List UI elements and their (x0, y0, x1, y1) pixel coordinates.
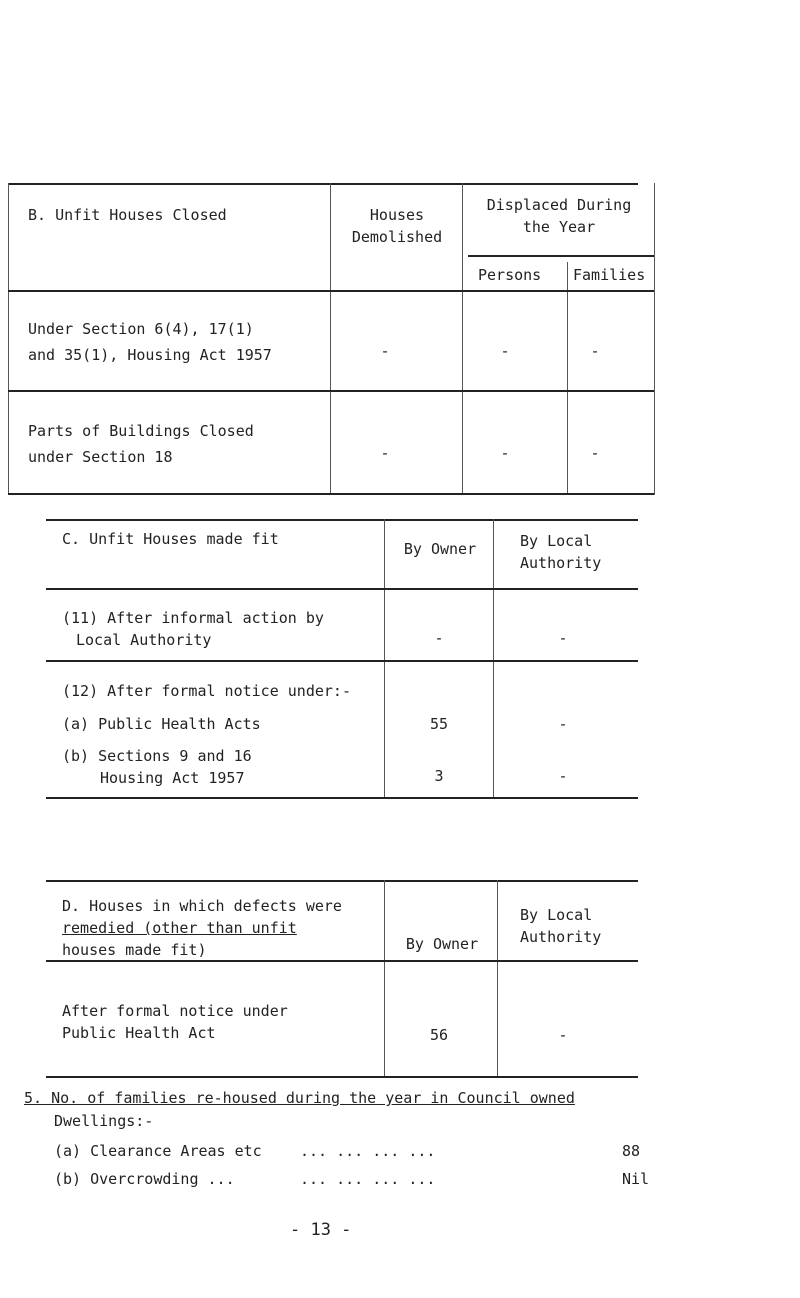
table-row-label: (12) After formal notice under:- (62, 682, 351, 700)
page-number: - 13 - (290, 1220, 352, 1240)
leader-dots: ... ... ... ... (300, 1170, 436, 1188)
cell-value: - (590, 444, 600, 462)
cell-value: - (558, 629, 568, 647)
by-local-authority-header: By Local Authority (520, 532, 602, 572)
cell-value: 55 (429, 715, 449, 733)
cell-value: 3 (434, 767, 444, 785)
section-d-title: D. Houses in which defects were remedied (other than unfit houses made fit) (62, 897, 342, 959)
item5-heading: 5. No. of families re-housed during the year in Council owned (24, 1089, 575, 1107)
table-row-label: (b) Sections 9 and 16 Housing Act 1957 (62, 747, 252, 787)
cell-value: - (590, 342, 600, 360)
section-b-title: B. Unfit Houses Closed (28, 206, 227, 224)
cell-value: - (558, 715, 568, 733)
by-local-authority-header: By Local Authority (520, 906, 602, 946)
cell-value: - (380, 444, 390, 462)
list-item-label: (b) Overcrowding ... (54, 1170, 235, 1188)
table-row-label: (11) After informal action by Local Authority (62, 609, 324, 649)
by-owner-header: By Owner (405, 935, 479, 953)
section-c-title: C. Unfit Houses made fit (62, 530, 279, 548)
cell-value: 56 (429, 1026, 449, 1044)
cell-value: - (380, 342, 390, 360)
list-item-label: (a) Clearance Areas etc (54, 1142, 262, 1160)
persons-header: Persons (478, 266, 542, 284)
families-header: Families (573, 266, 646, 284)
leader-dots: ... ... ... ... (300, 1142, 436, 1160)
table-row-label: Under Section 6(4), 17(1) and 35(1), Housing Act 1957 (28, 320, 272, 364)
table-row-label: After formal notice under Public Health Act (62, 1002, 288, 1042)
cell-value: - (434, 629, 444, 647)
table-row-label: (a) Public Health Acts (62, 715, 261, 733)
cell-value: - (500, 342, 510, 360)
table-row-label: Parts of Buildings Closed under Section 18 (28, 422, 254, 466)
list-item-value: Nil (622, 1170, 650, 1188)
list-item-value: 88 (622, 1142, 641, 1160)
displaced-header: Displaced During the Year (486, 196, 632, 236)
by-owner-header: By Owner (403, 540, 477, 558)
cell-value: - (558, 1026, 568, 1044)
cell-value: - (558, 767, 568, 785)
cell-value: - (500, 444, 510, 462)
item5-subheading: Dwellings:- (54, 1112, 154, 1130)
houses-demolished-header: Houses Demolished (351, 206, 443, 246)
